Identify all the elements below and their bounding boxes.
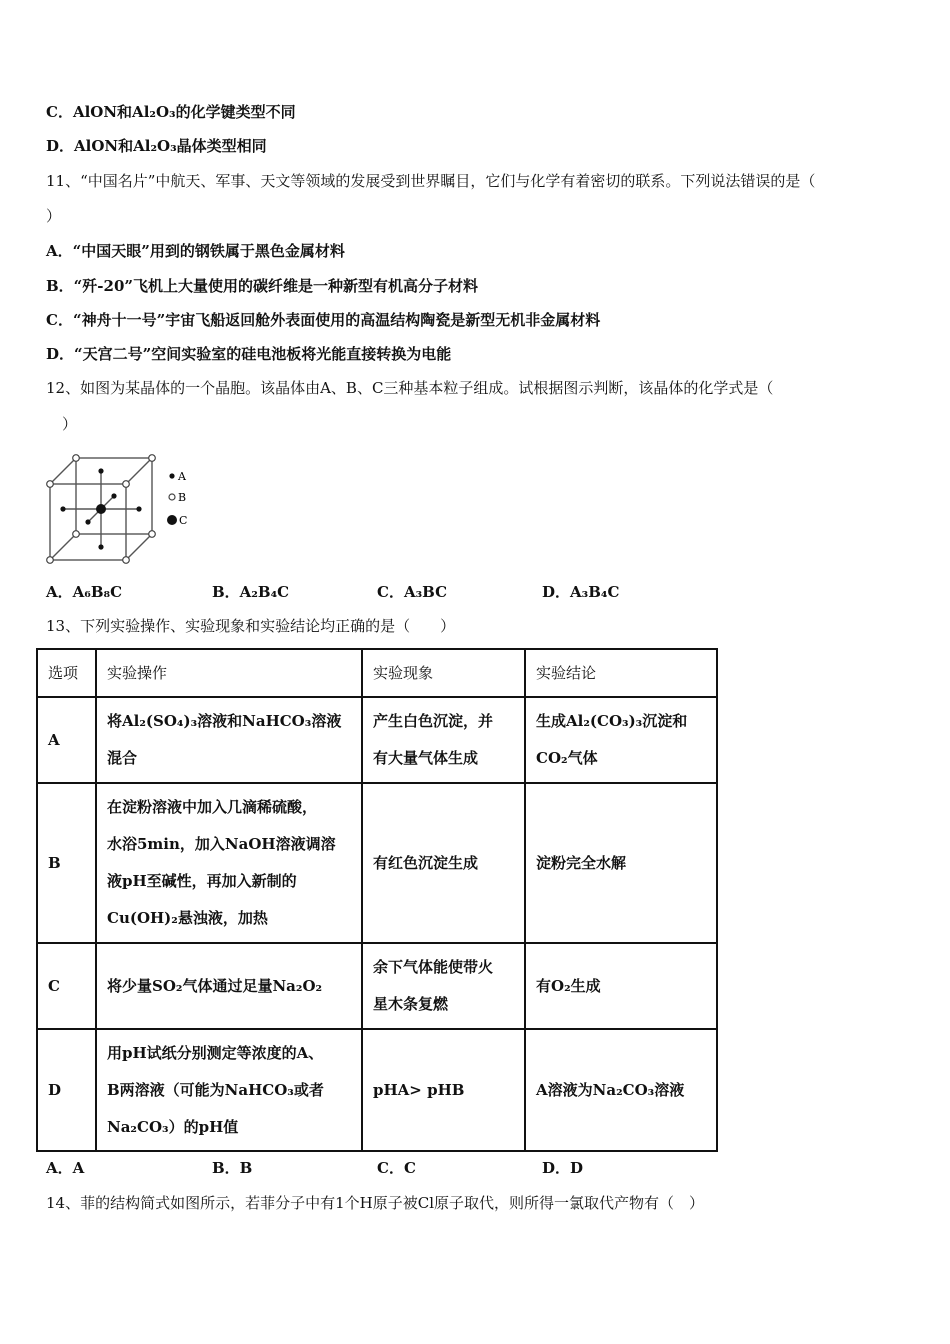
q12-option-b: B．A₂B₄C <box>212 583 290 601</box>
row-conclusion: 有O₂生成 <box>525 943 717 1029</box>
option-c-line: C．AlON和Al₂O₃的化学键类型不同 <box>46 103 296 121</box>
row-option: C <box>37 943 96 1029</box>
header-phenomenon: 实验现象 <box>362 649 525 697</box>
row-phenomenon: 产生白色沉淀，并 有大量气体生成 <box>362 697 525 783</box>
q12-option-d: D．A₃B₄C <box>542 583 620 601</box>
row-conclusion: 淀粉完全水解 <box>525 783 717 943</box>
q13-option-b: B．B <box>212 1159 253 1177</box>
q13-option-c: C．C <box>377 1159 416 1177</box>
question-14: 14、菲的结构简式如图所示，若菲分子中有1个H原子被Cl原子取代，则所得一氯取代产物有（ ） <box>46 1194 704 1212</box>
row-phenomenon: pHA> pHB <box>362 1029 525 1151</box>
question-13: 13、下列实验操作、实验现象和实验结论均正确的是（ ） <box>46 617 456 635</box>
q11-option-a: A．“中国天眼”用到的钢铁属于黑色金属材料 <box>46 242 345 260</box>
table-row <box>37 1029 717 1151</box>
table-row <box>37 943 717 1029</box>
row-operation: 用pH试纸分别测定等浓度的A、 B两溶液（可能为NaHCO₃或者 Na₂CO₃）的pH值 <box>96 1029 362 1151</box>
row-option: B <box>37 783 96 943</box>
row-option: D <box>37 1029 96 1151</box>
row-conclusion: A溶液为Na₂CO₃溶液 <box>525 1029 717 1151</box>
header-option: 选项 <box>37 649 96 697</box>
crystal-cell-diagram <box>42 450 202 570</box>
q13-option-d: D．D <box>542 1159 584 1177</box>
row-operation: 将Al₂(SO₄)₃溶液和NaHCO₃溶液 混合 <box>96 697 362 783</box>
row-conclusion: 生成Al₂(CO₃)₃沉淀和 CO₂气体 <box>525 697 717 783</box>
experiment-table <box>36 648 718 1152</box>
q12-option-c: C．A₃BC <box>377 583 448 601</box>
header-conclusion: 实验结论 <box>525 649 717 697</box>
row-option: A <box>37 697 96 783</box>
q11-option-c: C．“神舟十一号”宇宙飞船返回舱外表面使用的高温结构陶瓷是新型无机非金属材料 <box>46 311 601 329</box>
header-operation: 实验操作 <box>96 649 362 697</box>
legend-a: A <box>178 470 186 483</box>
table-header-row <box>37 649 717 697</box>
question-11: 11、“中国名片”中航天、军事、天文等领域的发展受到世界瞩目，它们与化学有着密切的联系。下列说法错误的是（ <box>46 172 816 190</box>
table-row <box>37 697 717 783</box>
option-d-line: D．AlON和Al₂O₃晶体类型相同 <box>46 137 267 155</box>
legend-c: C <box>179 514 188 527</box>
q13-option-a: A．A <box>46 1159 85 1177</box>
question-12-paren: ） <box>62 415 78 433</box>
q11-option-b: B．“歼-20”飞机上大量使用的碳纤维是一种新型有机高分子材料 <box>46 277 479 295</box>
question-11-paren: ） <box>46 207 62 225</box>
row-phenomenon: 余下气体能使带火 星木条复燃 <box>362 943 525 1029</box>
question-12: 12、如图为某晶体的一个晶胞。该晶体由A、B、C三种基本粒子组成。试根据图示判断，该晶体的化学式是（ <box>46 379 774 397</box>
row-phenomenon: 有红色沉淀生成 <box>362 783 525 943</box>
table-row <box>37 783 717 943</box>
row-operation: 在淀粉溶液中加入几滴稀硫酸， 水浴5min，加入NaOH溶液调溶 液pH至碱性，再加入新制的 Cu(OH)₂悬浊液，加热 <box>96 783 362 943</box>
legend-b: B <box>178 491 187 504</box>
q11-option-d: D．“天宫二号”空间实验室的硅电池板将光能直接转换为电能 <box>46 345 452 363</box>
q12-option-a: A．A₆B₈C <box>46 583 123 601</box>
row-operation: 将少量SO₂气体通过足量Na₂O₂ <box>96 943 362 1029</box>
